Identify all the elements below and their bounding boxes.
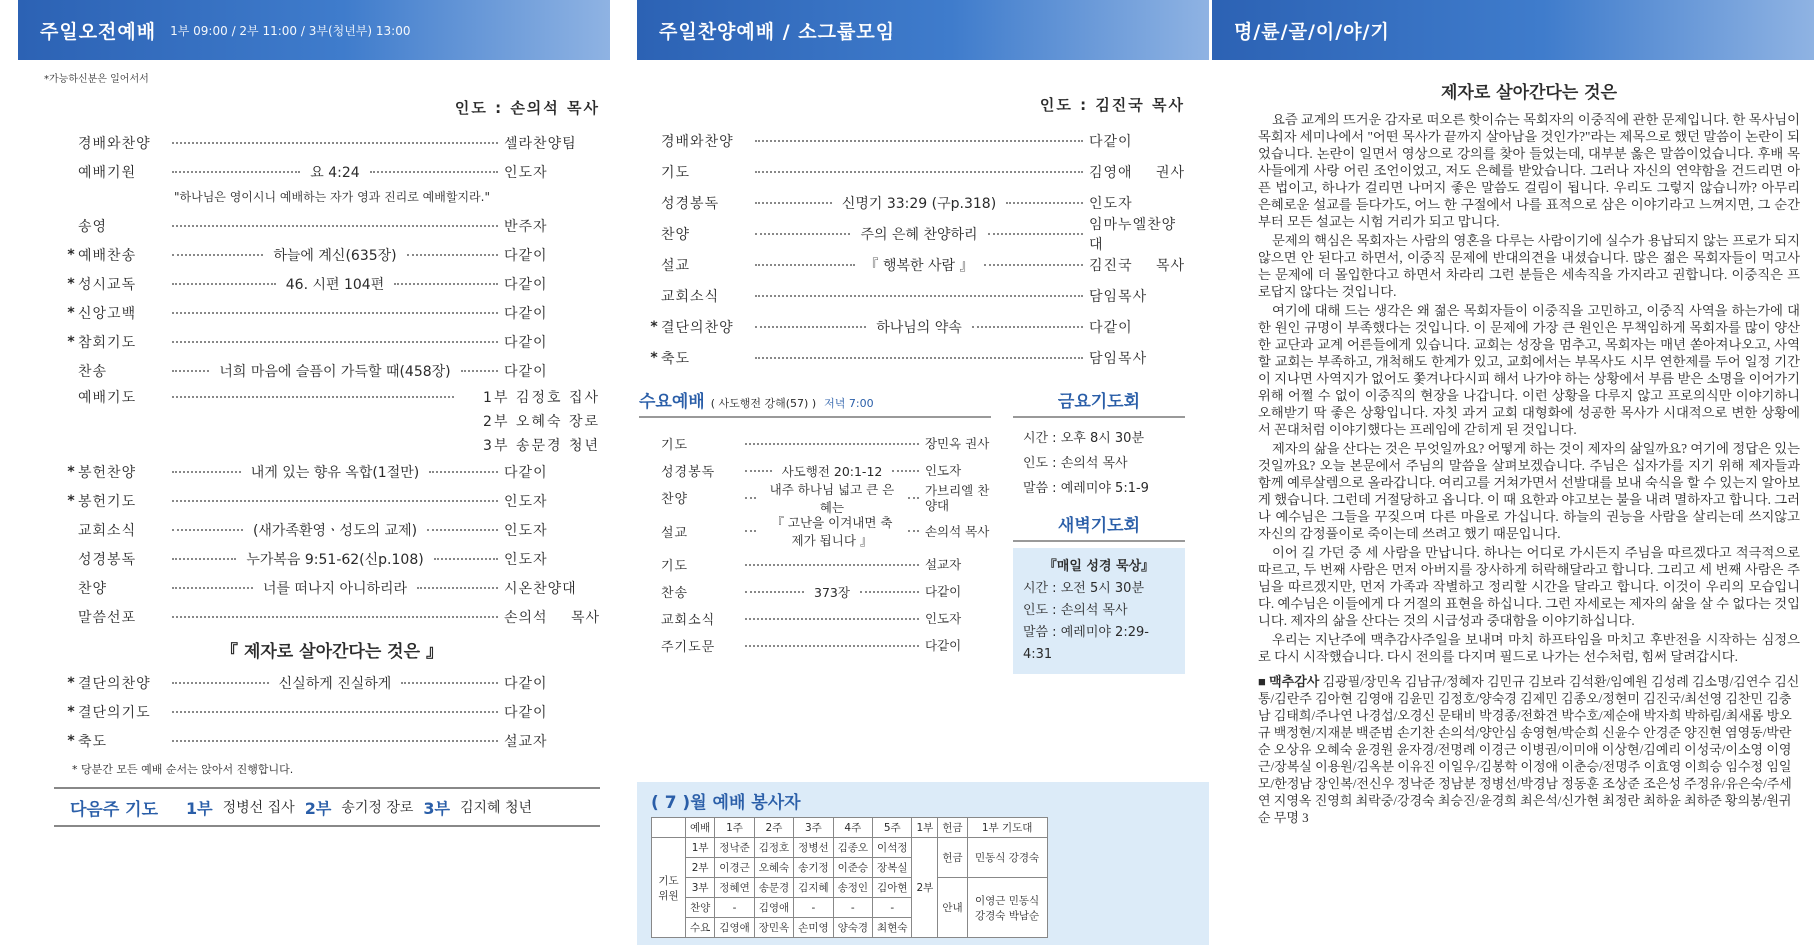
pastor-column-title: 명/륜/골/이/야/기 <box>1234 20 1390 43</box>
essay-paragraph: 요즘 교계의 뜨거운 감자로 떠오른 핫이슈는 목회자의 이중직에 관한 문제입니다. 한 목사님이 목회자 세미나에서 "어떤 목사가 끝까지 살아남을 것인가?"라는 제목으로 했던 말씀이 논란이 되었습니다. 논란이 일면서 영상으로 강의를 찾아 들었는데, 대부분 옳은 말씀이었습니다. 후배 목사들에게 사랑 어린 조언이었고, 저도 은혜를 받았습니다. 그러나 자신의 연약함을 건드리면 아픈 법이고, 하나가 걸리면 나머지 좋은 말씀도 걸림이 됩니다. 우리도 그렇지 않습니까? 아무리 은혜로운 설교를 듣다가도, 어느 한 구절에서 나를 표적으로 삼은 이야기라고 느껴지면, 그 순간부터 모든 설교는 시험 거리가 되고 맙니다. <box>1258 112 1800 229</box>
evening-who: 인도자 <box>1089 195 1133 212</box>
wednesday-who: 설교자 <box>924 557 962 572</box>
leader-dots <box>988 233 1083 235</box>
volunteer-head: 예배 <box>686 818 715 838</box>
dawn-header <box>1013 511 1185 542</box>
evening-label: 교회소식 <box>661 288 720 305</box>
dawn-sub: 『매일 성경 묵상』 <box>1043 559 1155 574</box>
required-mark: * <box>67 246 75 263</box>
prayer-row-2 <box>64 409 600 433</box>
evening-who: 김진국 목사 <box>1089 257 1186 274</box>
volunteer-cell: 김아현 <box>873 878 912 898</box>
volunteer-head: 2주 <box>754 818 793 838</box>
leader-dots <box>755 326 866 328</box>
required-mark: * <box>67 463 75 480</box>
evening-row <box>647 125 1185 156</box>
volunteer-head: 1부 <box>912 818 938 838</box>
wednesday-row <box>661 430 991 457</box>
volunteer-head: 4주 <box>833 818 872 838</box>
morning-label: 결단의기도 <box>78 704 151 721</box>
leader-dots <box>172 740 498 742</box>
morning-value: 요 4:24 <box>310 164 360 181</box>
morning-value: 너희 마음에 슬픔이 가득할 때(458장) <box>219 363 451 380</box>
volunteer-cell: 손미영 <box>794 918 833 938</box>
volunteer-side: 기도 위원 <box>652 838 686 938</box>
evening-row <box>647 342 1185 373</box>
wednesday-header <box>639 387 991 418</box>
leader-dots <box>745 497 756 499</box>
required-mark: * <box>650 349 658 366</box>
morning-who: 다같이 <box>504 464 548 481</box>
volunteer-cell: 김영애 <box>715 918 754 938</box>
evening-who: 다같이 <box>1089 319 1133 336</box>
morning-row <box>64 515 600 544</box>
volunteer-head: 헌금 <box>938 818 967 838</box>
volunteer-cell: 이석정 <box>873 838 912 858</box>
dawn-box <box>1013 548 1185 674</box>
morning-row <box>64 726 600 755</box>
evening-who: 김영애 권사 <box>1089 164 1185 181</box>
leader-dots <box>745 564 919 566</box>
wednesday-sub: ( 사도행전 강해(57) ) <box>710 397 817 410</box>
offering-key: 헌금 <box>938 838 967 878</box>
volunteer-cell: 수요 <box>686 918 715 938</box>
leader-dots <box>908 497 919 499</box>
order-list-1 <box>64 128 600 385</box>
wednesday-who: 가브리엘 찬양대 <box>924 482 990 513</box>
leader-dots <box>755 357 1083 359</box>
volunteer-cell: 김영애 <box>754 898 793 918</box>
volunteer-table <box>651 817 1048 938</box>
friday-scripture: 말씀 : 예레미야 5:1-9 <box>1022 481 1149 496</box>
volunteer-cell: 정병선 <box>794 838 833 858</box>
leader-dots <box>1006 202 1083 204</box>
volunteer-cell: 송정인 <box>833 878 872 898</box>
morning-row <box>64 457 600 486</box>
morning-who: 다같이 <box>504 675 548 692</box>
wednesday-value: 사도행전 20:1-12 <box>781 463 883 479</box>
leader-dots <box>984 264 1084 266</box>
essay-paragraph: 문제의 핵심은 목회자는 사람의 영혼을 다루는 사람이기에 실수가 용납되지 않는 프로가 되지 않으면 안 된다고 하면서, 이중직 문제에 반대의견을 내셨습니다. 많은 젊은 목회자들이 먹고사는 문제에 더 몰입한다고 하면서 차라리 그런 분들은 세속직을 가지라고 권합니다. 이중직은 프로답지 않다는 것입니다. <box>1258 233 1800 299</box>
morning-label: 축도 <box>78 733 108 750</box>
usher-value: 이영근 민동식 강경숙 박남순 <box>967 878 1047 938</box>
morning-row <box>64 486 600 515</box>
morning-row <box>64 298 600 327</box>
morning-label: 말씀선포 <box>78 609 137 626</box>
morning-label: 경배와찬양 <box>78 135 151 152</box>
offering-value: 민동식 강경숙 <box>967 838 1047 878</box>
volunteer-cell: - <box>794 898 833 918</box>
dawn-time: 시간 : 오전 5시 30분 <box>1022 581 1145 596</box>
morning-label: 예배찬송 <box>78 247 137 264</box>
morning-value: 너를 떠나지 아니하리라 <box>262 580 408 597</box>
leader-dots <box>745 591 804 593</box>
friday-header <box>1013 387 1185 418</box>
evening-leader: 인도 : 김진국 목사 <box>1039 96 1185 114</box>
wednesday-who: 다같이 <box>924 584 962 599</box>
evening-who: 다같이 <box>1089 133 1133 150</box>
leader-dots <box>172 370 209 372</box>
wednesday-time: 저녁 7:00 <box>824 397 874 410</box>
prayer-label: 예배기도 <box>78 390 137 406</box>
evening-row <box>647 156 1185 187</box>
morning-who: 손의석 목사 <box>504 609 600 626</box>
morning-who: 인도자 <box>504 522 548 539</box>
friday-title: 금요기도회 <box>1057 392 1141 412</box>
morning-service-times: 1부 09:00 / 2부 11:00 / 3부(청년부) 13:00 <box>170 23 411 38</box>
seated-note: * 당분간 모든 예배 순서는 앉아서 진행합니다. <box>72 763 294 776</box>
wednesday-label: 설교 <box>661 525 689 541</box>
next-3-key: 3부 <box>423 798 450 818</box>
morning-label: 송영 <box>78 218 108 235</box>
dawn-scripture: 말씀 : 예레미야 2:29-4:31 <box>1022 625 1149 662</box>
morning-row <box>64 240 600 269</box>
leader-dots <box>172 711 498 713</box>
volunteer-cell: 2부 <box>686 858 715 878</box>
usher-key: 안내 <box>938 878 967 938</box>
wednesday-title: 수요예배 <box>639 392 705 412</box>
wednesday-label: 찬양 <box>661 492 689 507</box>
morning-service-title: 주일오전예배 <box>40 20 157 43</box>
morning-row <box>64 157 600 186</box>
leader-dots <box>745 645 919 647</box>
volunteer-head: 1부 기도대 <box>967 818 1047 838</box>
evening-row <box>647 249 1185 280</box>
prayer-row-3 <box>64 433 600 457</box>
volunteer-cell: 이준승 <box>833 858 872 878</box>
volunteer-cell: 오혜숙 <box>754 858 793 878</box>
next-2-value: 송기정 장로 <box>341 800 414 816</box>
leader-dots <box>172 283 276 285</box>
pastor-column-header <box>1212 0 1814 60</box>
morning-who: 다같이 <box>504 276 548 293</box>
next-3-value: 김지혜 청년 <box>459 800 533 816</box>
evening-label: 설교 <box>661 257 691 274</box>
evening-who: 담임목사 <box>1089 350 1148 367</box>
leader-dots <box>755 202 832 204</box>
next-1-key: 1부 <box>186 798 213 818</box>
morning-label: 찬양 <box>78 580 108 597</box>
leader-dots <box>755 140 1083 142</box>
evening-label: 기도 <box>661 164 691 181</box>
prayer-1: 1부 김정호 집사 <box>483 390 600 406</box>
wednesday-value: 내주 하나님 넓고 큰 은혜는 <box>769 481 895 515</box>
leader-dots <box>394 283 498 285</box>
volunteer-cell: 양숙경 <box>833 918 872 938</box>
volunteer-cell: - <box>715 898 754 918</box>
wednesday-label: 성경봉독 <box>661 465 716 480</box>
morning-row <box>64 269 600 298</box>
wednesday-label: 기도 <box>661 438 689 453</box>
wednesday-row <box>661 605 991 632</box>
required-mark: * <box>67 333 75 350</box>
standing-note: *가능하신분은 일어서서 <box>44 74 149 85</box>
morning-row <box>64 668 600 697</box>
morning-row <box>64 128 600 157</box>
leader-dots <box>172 500 498 502</box>
wednesday-label: 찬송 <box>661 586 689 601</box>
volunteer-cell: 송문경 <box>754 878 793 898</box>
leader-dots <box>755 233 850 235</box>
morning-row <box>64 356 600 385</box>
evening-value: 『 행복한 사람 』 <box>864 257 974 274</box>
essay-paragraph: 이어 길 가던 중 세 사람을 만납니다. 하나는 어디로 가시든지 주님을 따르겠다고 적극적으로 따르고, 두 번째 사람은 먼저 아버지를 장사하게 허락해달라고 합니다. 그리고 세 번째 사람은 주님을 따르겠지만, 먼저 가족과 작별하고 정리할 시간을 달라고 합니다. 이것이 우리의 모습입니다. 예수님은 이들에게 다 거절의 표현을 하십니다. 그런 자세로는 제자의 삶을 살 수 없다는 것입니다. 제자의 삶을 산다는 것의 시급성과 중대함을 이야기하십니다. <box>1258 545 1800 628</box>
volunteer-cell: 이경근 <box>715 858 754 878</box>
volunteer-cell: 최현숙 <box>873 918 912 938</box>
morning-label: 성경봉독 <box>78 551 137 568</box>
evening-label: 찬양 <box>661 226 691 243</box>
leader-dots <box>755 171 1083 173</box>
morning-label: 결단의찬양 <box>78 675 151 692</box>
volunteer-cell: 1부 <box>686 838 715 858</box>
morning-who: 다같이 <box>504 247 548 264</box>
volunteer-cell: 김정호 <box>754 838 793 858</box>
leader-dots <box>860 591 919 593</box>
wednesday-who: 인도자 <box>924 611 962 626</box>
morning-who: 다같이 <box>504 334 548 351</box>
morning-label: 교회소식 <box>78 522 137 539</box>
volunteer-cell: 정혜연 <box>715 878 754 898</box>
volunteer-cell: 김종오 <box>833 838 872 858</box>
wednesday-value: 373장 <box>814 584 850 600</box>
leader-dots <box>429 471 498 473</box>
leader-dots <box>755 295 1083 297</box>
volunteer-head: 5주 <box>873 818 912 838</box>
morning-label: 봉헌기도 <box>78 493 137 510</box>
wednesday-row <box>661 481 991 515</box>
wednesday-who: 다같이 <box>924 638 962 653</box>
morning-service-header <box>18 0 610 60</box>
morning-who: 다같이 <box>504 363 548 380</box>
morning-label: 성시교독 <box>78 276 137 293</box>
leader-dots <box>745 530 756 532</box>
wednesday-row <box>661 578 991 605</box>
order-list-3 <box>64 668 600 755</box>
evening-who: 임마누엘찬양대 <box>1089 216 1177 253</box>
essay-paragraph: 우리는 지난주에 맥추감사주일을 보내며 마치 하프타임을 마치고 후반전을 시작하는 심정으로 다시 시작했습니다. 다시 전의를 다지며 필드로 나가는 선수처럼, 힘써 달려갑시다. <box>1258 632 1800 664</box>
volunteer-title: ( 7 )월 예배 봉사자 <box>651 793 801 813</box>
wednesday-who: 손의석 목사 <box>924 523 990 539</box>
dawn-leader: 인도 : 손의석 목사 <box>1022 603 1128 618</box>
leader-dots <box>172 558 236 560</box>
friday-time: 시간 : 오후 8시 30분 <box>1022 431 1145 446</box>
next-1-value: 정병선 집사 <box>222 800 295 816</box>
morning-who: 인도자 <box>504 164 548 181</box>
leader-dots <box>172 471 241 473</box>
wednesday-row <box>661 511 991 551</box>
evening-label: 축도 <box>661 350 691 367</box>
volunteer-cell: 찬양 <box>686 898 715 918</box>
leader-dots <box>172 142 498 144</box>
leader-dots <box>172 616 498 618</box>
next-2-key: 2부 <box>304 798 332 818</box>
leader-dots <box>172 341 498 343</box>
volunteer-cell: - <box>833 898 872 918</box>
leader-dots <box>745 618 919 620</box>
leader-dots <box>427 529 498 531</box>
essay-paragraph: 여기에 대해 드는 생각은 왜 젊은 목회자들이 이중직을 고민하고, 이중직 사역을 하는가에 대한 원인 규명이 부족했다는 것입니다. 이 문제에 가장 큰 원인은 무책임하게 목회자를 많이 양산한 교단과 교계 어른들에게 있습니다. 교회는 성장을 멈추고, 목회자는 매년 쏟아져나오고, 사역할 교회는 부족하고, 개척해도 한계가 있고, 교회에서는 부목사도 시무 연한제를 두어 일정 기간이 지나면 사역지가 없어도 쫓겨나다시피 해서 나가야 하는 상황에서 부름 받은 소명을 이어가기 위해 어쩔 수 없이 이중직의 현장을 나갑니다. 이런 상황을 다루지 않고 프로의식만 이야기하니 오해받기 딱 좋은 상황입니다. 자칫 과거 교회 대형화에 성공한 목사가 시대적으로 변한 상황에서 꼰대처럼 이야기했다는 프레임에 갇히게 된 것입니다. <box>1258 303 1800 437</box>
essay-body <box>1258 111 1800 665</box>
morning-label: 참회기도 <box>78 334 137 351</box>
leader-dots <box>172 682 269 684</box>
morning-label: 신앙고백 <box>78 305 137 322</box>
wednesday-row <box>661 632 991 659</box>
wednesday-row <box>661 551 991 578</box>
morning-value: 46. 시편 104편 <box>285 276 385 293</box>
leader-dots <box>745 470 772 472</box>
volunteer-2bu: 2부 <box>912 838 938 938</box>
prayer-3: 3부 송문경 청년 <box>483 438 600 454</box>
volunteer-section <box>637 782 1209 945</box>
morning-service-column <box>18 0 610 945</box>
prayer-2: 2부 오혜숙 장로 <box>483 414 600 430</box>
leader-dots <box>892 470 919 472</box>
required-mark: * <box>67 275 75 292</box>
sermon-title: 『 제자로 살아간다는 것은 』 <box>221 642 443 662</box>
morning-who: 설교자 <box>504 733 548 750</box>
morning-who: 인도자 <box>504 551 548 568</box>
volunteer-head: 3주 <box>794 818 833 838</box>
evening-row <box>647 216 1185 253</box>
required-mark: * <box>67 674 75 691</box>
required-mark: * <box>650 318 658 335</box>
dawn-title: 새벽기도회 <box>1057 516 1141 536</box>
morning-row <box>64 327 600 356</box>
leader-dots <box>172 225 498 227</box>
required-mark: * <box>67 492 75 509</box>
essay-paragraph: 제자의 삶을 산다는 것은 무엇일까요? 어떻게 하는 것이 제자의 삶일까요? 여기에 정답은 있는 것일까요? 오늘 본문에서 주님의 말씀을 살펴보겠습니다. 주님은 십자가를 지기 위해 제자들과 함께 예루살렘으로 올라갑니다. 여리고를 거쳐가면서 선발대를 보내 숙식을 할 수 있는지 알아보게 했습니다. 그런데 거절당하고 옵니다. 이 때 요한과 야고보는 불을 내려 멸하자고 합니다. 그러나 예수님은 그들을 꾸짖으며 다른 마을로 가십니다. 하늘의 권능을 사람을 살리는데 쓰지않고 자신의 감정풀이로 죽이는데 쓰려고 했기 때문입니다. <box>1258 441 1800 541</box>
evening-service-title: 주일찬양예배 / 소그룹모임 <box>659 20 896 43</box>
morning-value: 내게 있는 향유 옥합(1절만) <box>250 464 420 481</box>
volunteer-cell: 장민옥 <box>754 918 793 938</box>
morning-row <box>64 602 600 631</box>
morning-value: (새가족환영ㆍ성도의 교제) <box>252 522 418 539</box>
volunteer-cell: 3부 <box>686 878 715 898</box>
wednesday-label: 교회소식 <box>661 613 716 628</box>
leader-dots <box>755 264 855 266</box>
morning-who: 반주자 <box>504 218 548 235</box>
wednesday-label: 기도 <box>661 559 689 574</box>
morning-label: 봉헌찬양 <box>78 464 137 481</box>
evening-row <box>647 280 1185 311</box>
leader-dots <box>172 254 263 256</box>
next-week-prayer <box>54 787 600 827</box>
morning-row <box>64 697 600 726</box>
morning-label: 찬송 <box>78 363 108 380</box>
evening-label: 경배와찬양 <box>661 133 734 150</box>
leader-dots <box>972 326 1083 328</box>
evening-value: 주의 은혜 찬양하리 <box>860 226 978 243</box>
morning-row <box>64 544 600 573</box>
leader-dots <box>172 171 300 173</box>
wednesday-order <box>639 418 991 659</box>
evening-service-column <box>637 0 1209 945</box>
morning-value: 누가복음 9:51-62(신p.108) <box>246 551 424 568</box>
required-mark: * <box>67 703 75 720</box>
next-week-title: 다음주 기도 <box>70 799 159 820</box>
leader-dots <box>172 587 253 589</box>
leader-dots <box>745 443 919 445</box>
essay-title: 제자로 살아간다는 것은 <box>1440 83 1618 103</box>
evening-value: 신명기 33:29 (구p.318) <box>841 195 997 212</box>
morning-who: 시온찬양대 <box>504 580 577 597</box>
volunteer-cell: 정낙준 <box>715 838 754 858</box>
volunteer-cell: - <box>873 898 912 918</box>
wednesday-value: 『 고난을 이겨내면 축제가 됩니다 』 <box>771 515 893 548</box>
volunteer-cell: 장복실 <box>873 858 912 878</box>
wednesday-who: 장민옥 권사 <box>924 436 990 451</box>
leader-dots <box>434 558 498 560</box>
call-to-worship-quote: "하나님은 영이시니 예배하는 자가 영과 진리로 예배할지라." <box>174 190 490 204</box>
leader-dots <box>908 530 919 532</box>
evening-who: 담임목사 <box>1089 288 1148 305</box>
volunteer-head: 1주 <box>715 818 754 838</box>
morning-value: 하늘에 계신(635장) <box>273 247 397 264</box>
leader-dots <box>407 254 498 256</box>
morning-row <box>64 211 600 240</box>
evening-value: 하나님의 약속 <box>876 319 962 336</box>
wednesday-label: 주기도문 <box>661 640 716 655</box>
evening-order-list <box>647 125 1185 373</box>
leader-dots <box>172 529 243 531</box>
evening-service-header <box>637 0 1209 60</box>
leader-dots <box>417 587 498 589</box>
pastor-column <box>1212 0 1814 945</box>
morning-who: 인도자 <box>504 493 548 510</box>
prayer-row <box>64 385 600 409</box>
volunteer-cell: 김지혜 <box>794 878 833 898</box>
morning-value: 신실하게 진실하게 <box>278 675 392 692</box>
morning-who: 다같이 <box>504 305 548 322</box>
evening-label: 성경봉독 <box>661 195 720 212</box>
friday-leader: 인도 : 손의석 목사 <box>1022 456 1128 471</box>
morning-leader: 인도 : 손의석 목사 <box>454 99 600 117</box>
order-list-2 <box>64 457 600 631</box>
thanks-names: 김광필/장민옥 김남규/정혜자 김민규 김보라 김석환/임예원 김성례 김소명/김연수 김신통/김란주 김아현 김영애 김윤민 김정호/양숙경 김제민 김종오/정현미 김진국/최선영 김찬민 김충남 김태희/주나연 나경섭/오경신 문태비 박경종/전화견 박수호/제순애 박자희 박하림/최새롬 방오규 백정현/지재분 백준범 손기찬 손의석/양안심 송영현/박순희 신윤수 안경준 양진현 염영동/박란순 오상유 오혜숙 윤경원 윤자경/전명례 이경근 이병권/이미애 이상현/김예리 이성국/이소영 이영근/장복실 이용원/김옥분 이유진 이일우/김봉학 이정애 이춘승/전명주 이효영 이희승 임수정 임일모/한정남 장인복/전신우 정낙준 정남분 정병선/박경남 정동훈 조상준 조은성 주정유/유은숙/주세연 지영옥 진영희 최락중/강경숙 최승진/윤경희 최은석/신가현 최정란 최하윤 최하준 황의봉/원귀순 무명 3 <box>1258 674 1800 825</box>
required-mark: * <box>67 304 75 321</box>
morning-label: 예배기원 <box>78 164 137 181</box>
wednesday-who: 인도자 <box>924 463 962 478</box>
leader-dots <box>172 312 498 314</box>
volunteer-cell: 송기정 <box>794 858 833 878</box>
evening-row <box>647 311 1185 342</box>
leader-dots <box>370 171 498 173</box>
morning-row <box>64 573 600 602</box>
leader-dots <box>461 370 498 372</box>
thanks-title: ■ 맥추감사 <box>1258 674 1320 689</box>
leader-dots <box>401 682 498 684</box>
thanks-list <box>1258 673 1800 826</box>
required-mark: * <box>67 732 75 749</box>
morning-who: 셀라찬양팀 <box>504 135 577 152</box>
morning-who: 다같이 <box>504 704 548 721</box>
evening-label: 결단의찬양 <box>661 319 734 336</box>
